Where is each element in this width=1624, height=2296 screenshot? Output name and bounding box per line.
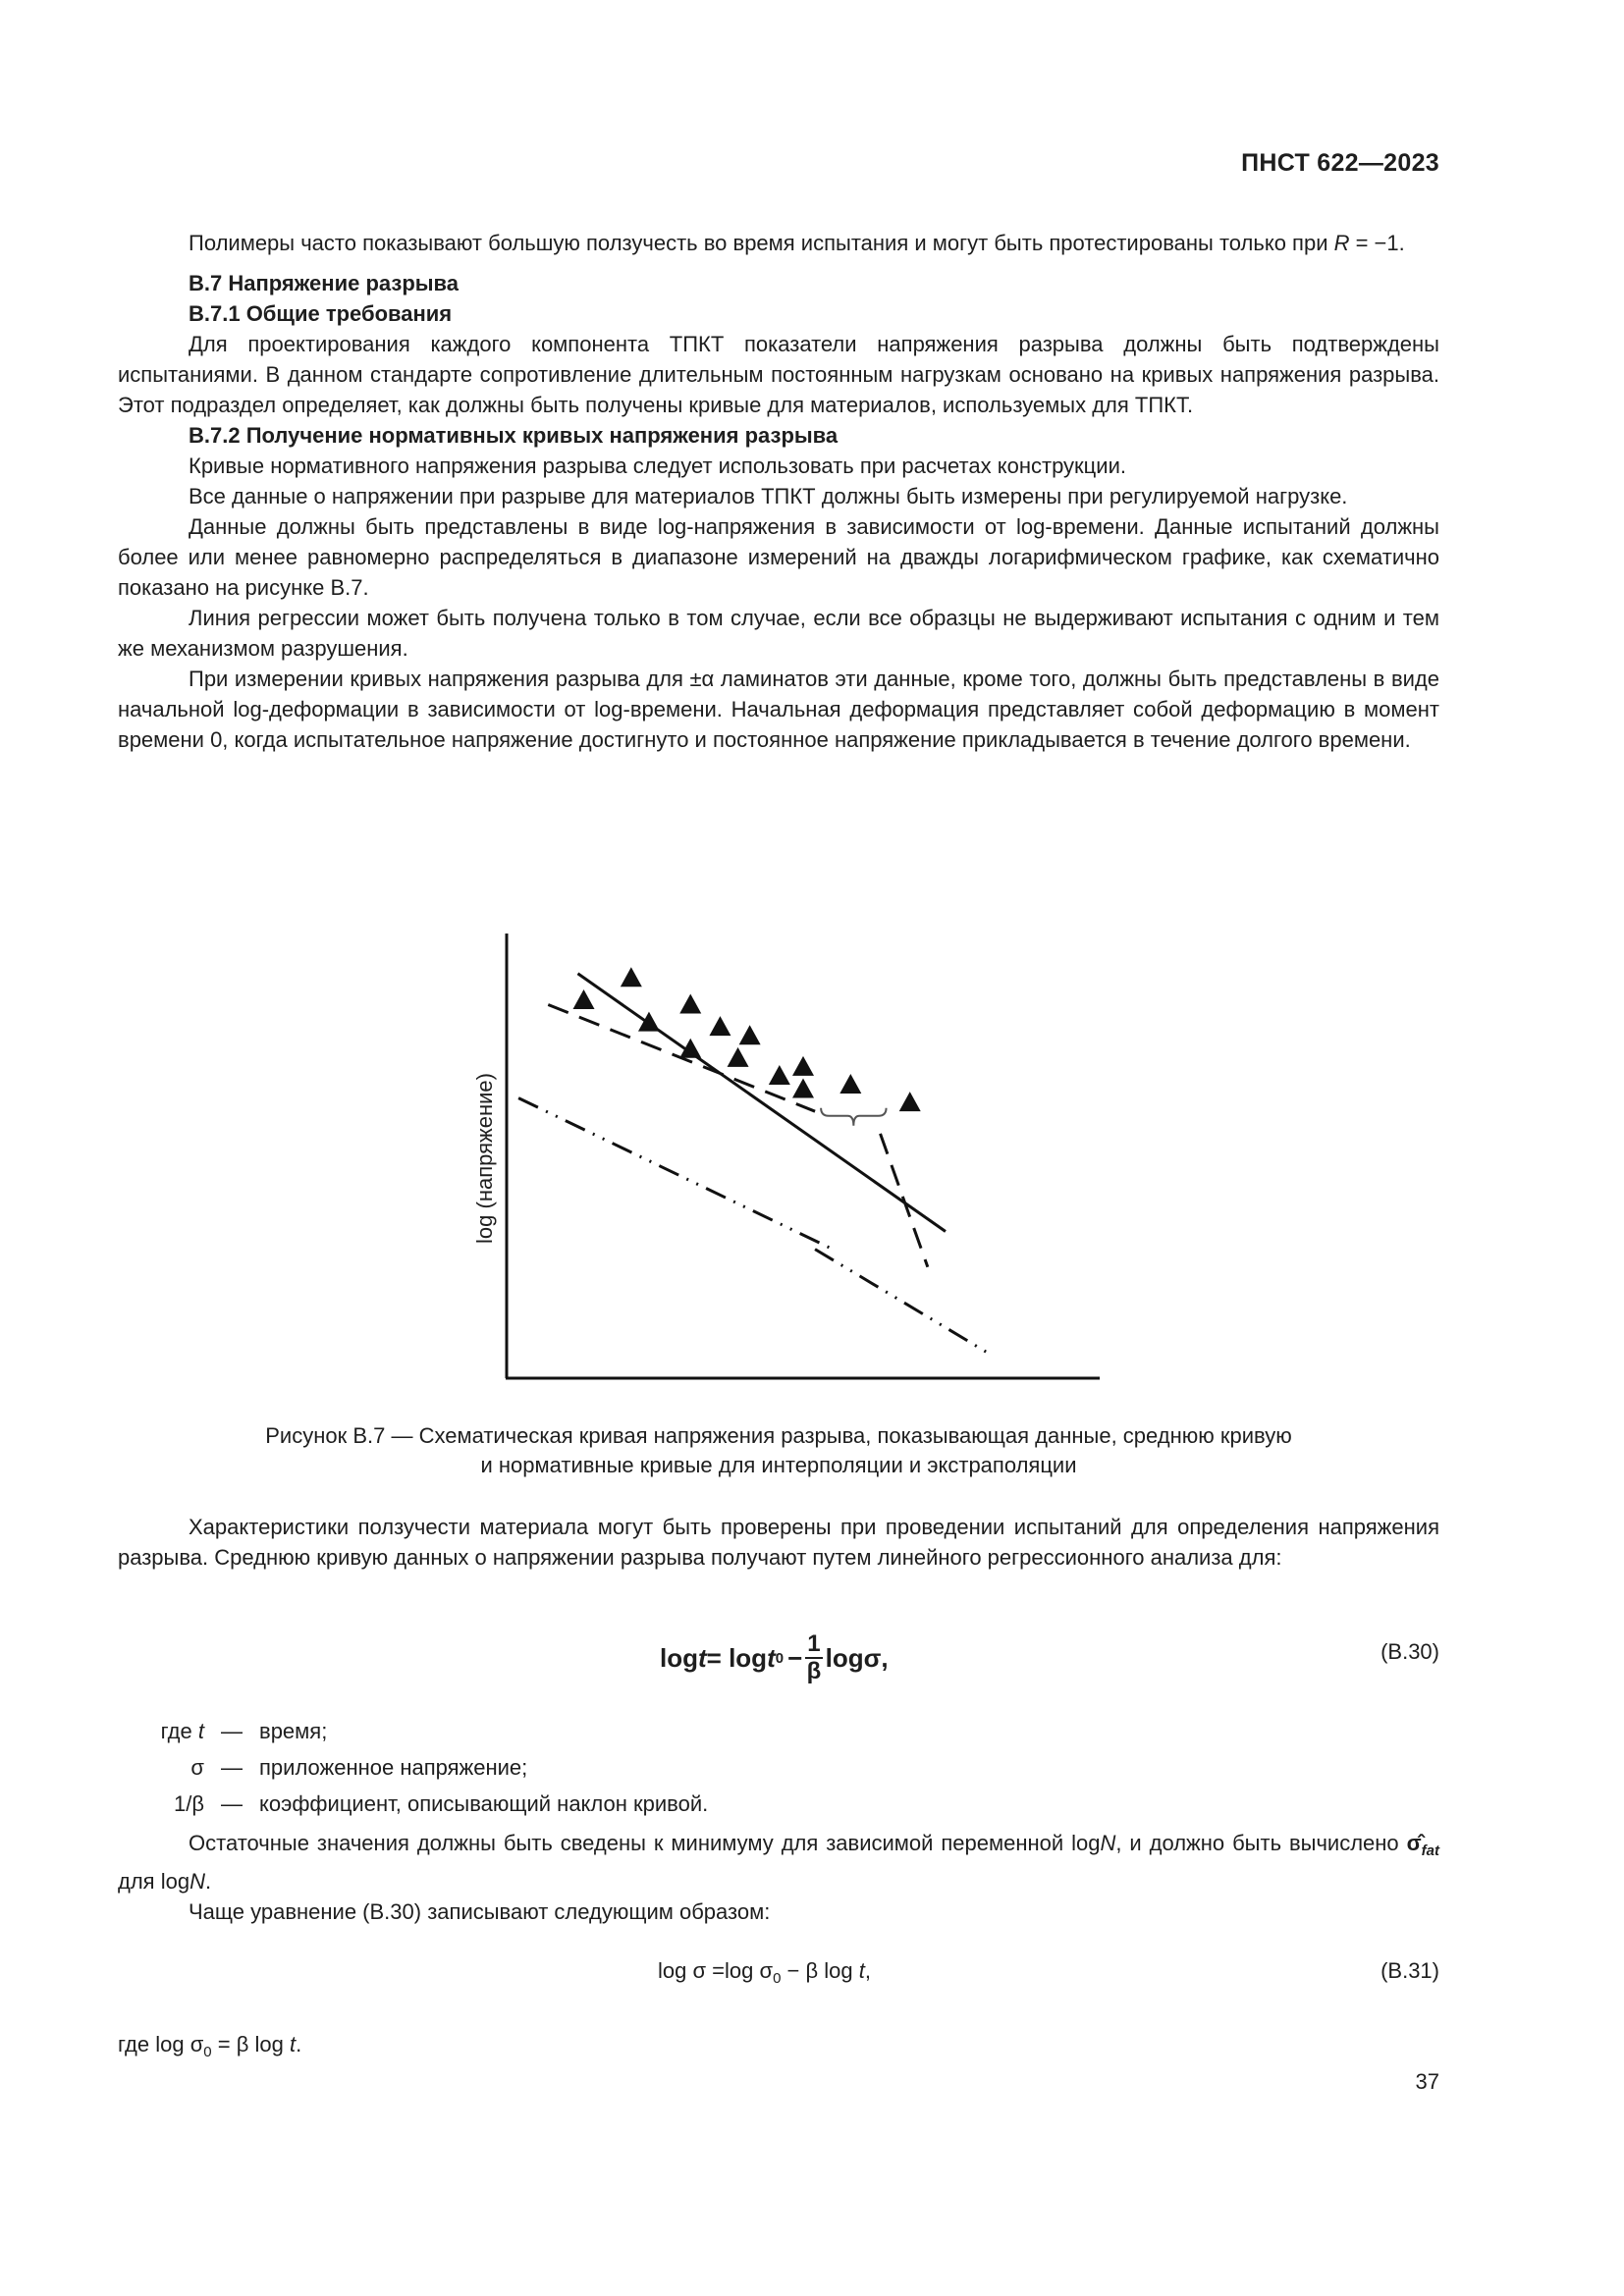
normative-curve-interpolation (548, 1004, 815, 1111)
body-section-1 (118, 228, 1439, 755)
paragraph-b72-1: Кривые нормативного напряжения разрыва следует использовать при расчетах конструкции. (189, 454, 1126, 478)
intro-var-r: R (1333, 231, 1350, 255)
where-desc: время; (259, 1719, 328, 1743)
sigma-sub-fat: fat (1421, 1842, 1439, 1859)
where-dash: — (221, 1719, 243, 1743)
where-dash: — (221, 1791, 243, 1816)
def-a: где log σ (118, 2032, 204, 2056)
data-point-triangle (769, 1065, 790, 1085)
page-number: 37 (1415, 2069, 1439, 2094)
formula-t: t (698, 1642, 707, 1673)
residuals-text-d: . (204, 1869, 212, 1894)
definition-sigma0 (118, 2032, 301, 2060)
intro-text: Полимеры часто показывают большую ползучесть во время испытания и могут быть протестированы только при (189, 231, 1334, 255)
paragraph-b72-3: Данные должны быть представлены в виде log-напряжения в зависимости от log-времени. Данные испытаний должны более или менее равномерно распределяться в диапазоне измерений на дважды логарифмическом графике, как схематично показано на рисунке В.7. (118, 514, 1439, 600)
var-n: N (1100, 1831, 1116, 1855)
def-b: = β log (211, 2032, 290, 2056)
section-heading-b7: В.7 Напряжение разрыва (189, 271, 460, 295)
normative-curve-interpolation (881, 1134, 928, 1267)
sigma-hat: σ̂ (1406, 1831, 1422, 1855)
data-point-triangle (709, 1016, 731, 1036)
paragraph-b72-5: При измерении кривых напряжения разрыва для ±α ламинатов эти данные, кроме того, должны быть представлены в виде начальной log-деформации в зависимости от log-времени. Начальная деформация представляет собой деформацию в момент времени 0, когда испытательное напряжение достигнуто и постоянное напряжение прикладывается в течение долгого времени. (118, 667, 1439, 752)
where-sym-t: t (197, 1719, 204, 1743)
formula2-c: , (864, 1958, 871, 1983)
regression-paragraph: Характеристики ползучести материала могут быть проверены при проведении испытаний для определения напряжения разрыва. Среднюю кривую данных о напряжении разрыва получают путем линейного регрессионного анализа для: (118, 1515, 1439, 1570)
paragraph-b72-4: Линия регрессии может быть получена только в том случае, если все образцы не выдерживают испытания с одним и тем же механизмом разрушения. (118, 606, 1439, 661)
data-point-triangle (728, 1047, 749, 1067)
y-axis-label: log (напряжение) (472, 1073, 497, 1244)
section-heading-b72: В.7.2 Получение нормативных кривых напряжения разрыва (189, 423, 839, 448)
equation-number-b31: (В.31) (1380, 1958, 1439, 1983)
residuals-text-c: для log (118, 1869, 190, 1894)
paragraph-b72-2: Все данные о напряжении при разрыве для материалов ТПКТ должны быть измерены при регулируемой нагрузке. (189, 484, 1348, 508)
data-point-triangle (792, 1056, 814, 1076)
formula2-sub: 0 (773, 1970, 782, 1987)
mean-curve (577, 974, 945, 1232)
body-section-3 (118, 1828, 1439, 1927)
formula-sub0: 0 (775, 1649, 785, 1667)
formula-t0: t (767, 1642, 776, 1673)
formula-eq: = log (706, 1642, 768, 1673)
formula-tail: logσ, (825, 1642, 889, 1673)
def-c: . (296, 2032, 302, 2056)
where-prefix: где (160, 1719, 198, 1743)
body-section-2 (118, 1512, 1439, 1573)
formula-log: log (660, 1642, 698, 1673)
formula2-t: t (858, 1958, 865, 1983)
formula2-b: − β log (781, 1958, 859, 1983)
where-desc: приложенное напряжение; (259, 1755, 528, 1780)
document-code: ПНСТ 622—2023 (1241, 149, 1439, 177)
where-symbol (118, 1713, 204, 1749)
fraction-denominator: β (806, 1658, 822, 1684)
figure-b7 (432, 913, 1139, 1404)
where-item (118, 1713, 708, 1749)
section-heading-b71: В.7.1 Общие требования (189, 301, 453, 326)
figure-caption (118, 1421, 1439, 1480)
data-point-triangle (839, 1074, 861, 1094)
formula2-a: log σ =log σ (658, 1958, 774, 1983)
where-symbol: 1/β (173, 1791, 204, 1816)
intro-paragraph (118, 228, 1439, 258)
where-list (118, 1713, 708, 1822)
paragraph-b71: Для проектирования каждого компонента ТПКТ показатели напряжения разрыва должны быть подтверждены испытаниями. В данном стандарте сопротивление длительным постоянным нагрузкам основано на кривых напряжения разрыва. Этот подраздел определяет, как должны быть получены кривые для материалов, используемых для ТПКТ. (118, 332, 1439, 417)
data-point-triangle (739, 1025, 761, 1044)
where-item (118, 1786, 708, 1822)
data-point-triangle (621, 967, 642, 987)
formula-b31 (658, 1958, 871, 1987)
where-desc: коэффициент, описывающий наклон кривой. (259, 1791, 709, 1816)
data-point-triangle (899, 1092, 921, 1111)
brace-annotation (821, 1108, 886, 1126)
equation-intro-paragraph: Чаще уравнение (В.30) записывают следующим образом: (189, 1899, 771, 1924)
stress-rupture-chart (432, 913, 1139, 1404)
where-item (118, 1749, 708, 1786)
residuals-paragraph (118, 1828, 1439, 1896)
var-n: N (189, 1869, 205, 1894)
data-point-triangle (679, 993, 701, 1013)
formula-fraction (805, 1631, 822, 1684)
def-t: t (289, 2032, 297, 2056)
where-dash: — (221, 1755, 243, 1780)
equation-number-b30: (В.30) (1380, 1639, 1439, 1664)
normative-curve-extrapolation (815, 1250, 993, 1357)
residuals-text-a: Остаточные значения должны быть сведены к минимуму для зависимой переменной log (189, 1831, 1101, 1855)
data-point-triangle (792, 1079, 814, 1098)
fraction-numerator: 1 (807, 1630, 821, 1657)
where-symbol: σ (190, 1755, 204, 1780)
formula-minus: − (787, 1642, 803, 1673)
intro-tail: = −1. (1349, 231, 1405, 255)
caption-line-2: и нормативные кривые для интерполяции и экстраполяции (480, 1453, 1077, 1477)
caption-line-1: Рисунок В.7 — Схематическая кривая напряжения разрыва, показывающая данные, среднюю кривую (265, 1423, 1292, 1448)
formula-b30 (660, 1631, 889, 1684)
residuals-text-b: , и должно быть вычислено (1115, 1831, 1407, 1855)
def-sub: 0 (203, 2044, 212, 2060)
data-point-triangle (573, 989, 595, 1009)
